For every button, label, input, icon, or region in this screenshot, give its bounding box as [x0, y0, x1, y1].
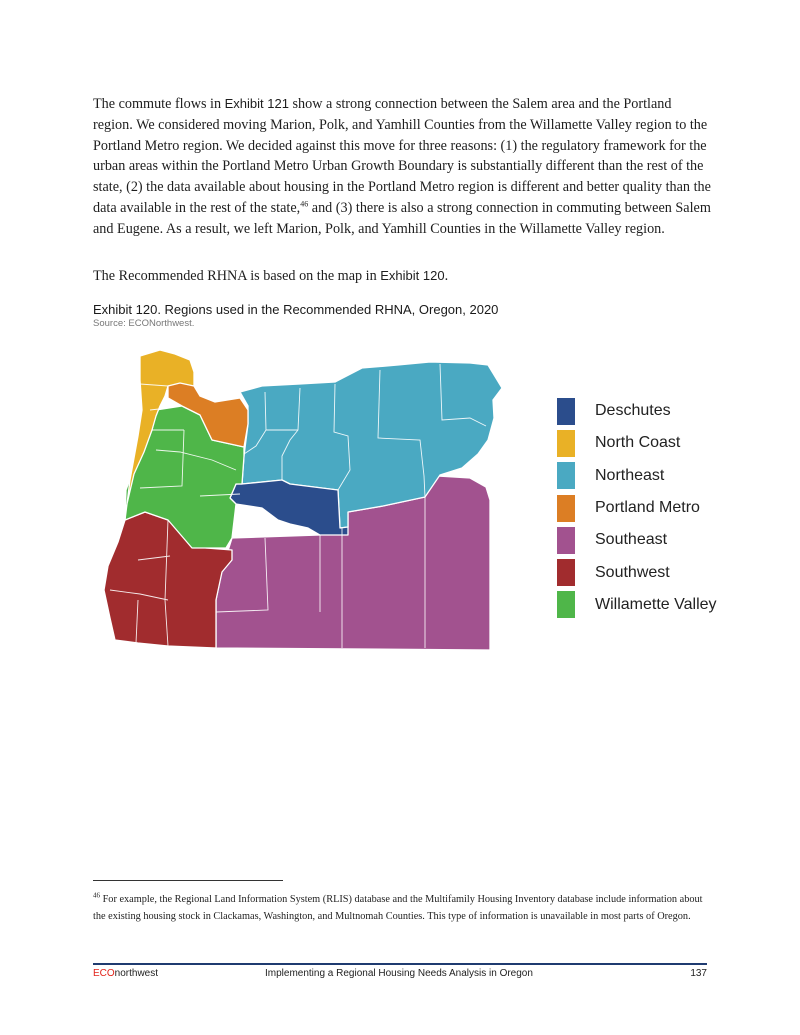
legend-swatch	[557, 527, 575, 554]
exhibit-120-ref[interactable]: Exhibit 120	[380, 268, 445, 283]
oregon-regions-map	[100, 345, 510, 655]
legend-item-southeast	[557, 524, 757, 556]
footnote-divider	[93, 880, 283, 881]
legend-label: Portland Metro	[595, 499, 700, 517]
legend-label: North Coast	[595, 434, 681, 452]
legend-label: Willamette Valley	[595, 595, 717, 613]
exhibit-121-ref[interactable]: Exhibit 121	[224, 96, 289, 111]
footer-divider	[93, 963, 707, 965]
footer-brand: ECOnorthwest	[93, 968, 159, 979]
map-legend	[557, 395, 757, 621]
footnote-ref-46[interactable]: 46	[300, 199, 309, 209]
legend-item-willamette-valley	[557, 589, 757, 621]
legend-swatch	[557, 591, 575, 618]
body-paragraph-1: The commute flows in Exhibit 121 show a strong connection between the Salem area and the Portland region. We considered moving Marion, Polk, and Yamhill Counties from the Willamette Valley region to the Portland Metro region. We decided against this move for three reasons: (1) the regulatory framework for the urban areas within the Portland Metro Urban Growth Boundary is substantially different than the rest of the state, (2) the data available about housing in the Portland Metro region is different and better quality than the data available in the rest of the state,$^{46}$ and (3) there is also a strong connection in commuting between Salem and Eugene. As a result, we left Marion, Polk, and Yamhill Counties in the Willamette Valley region.	[93, 96, 711, 237]
legend-item-deschutes	[557, 395, 757, 427]
legend-swatch	[557, 430, 575, 457]
footer-report-title: Implementing a Regional Housing Needs Analysis in Oregon	[265, 968, 533, 979]
legend-item-portland-metro	[557, 492, 757, 524]
legend-label: Southwest	[595, 563, 670, 581]
legend-swatch	[557, 462, 575, 489]
legend-item-northeast	[557, 460, 757, 492]
exhibit-source: Source: ECONorthwest.	[93, 318, 195, 329]
legend-label: Deschutes	[595, 402, 671, 420]
legend-item-southwest	[557, 556, 757, 588]
legend-swatch	[557, 559, 575, 586]
footnote-46: $^{46}$ For example, the Regional Land Information System (RLIS) database and the Multifamily Housing Inventory database include information about the existing housing stock in Clackamas, Washington, and Multnomah Counties. This type of information is unavailable in most parts of Oregon.	[93, 891, 703, 922]
page-footer	[93, 968, 707, 979]
exhibit-title: Exhibit 120. Regions used in the Recommended RHNA, Oregon, 2020	[93, 302, 499, 317]
legend-label: Northeast	[595, 466, 665, 484]
legend-label: Southeast	[595, 531, 668, 549]
legend-item-north-coast	[557, 427, 757, 459]
page-number: 137	[690, 968, 707, 979]
body-paragraph-2: The Recommended RHNA is based on the map in Exhibit 120.	[93, 268, 449, 284]
legend-swatch	[557, 398, 575, 425]
legend-swatch	[557, 495, 575, 522]
